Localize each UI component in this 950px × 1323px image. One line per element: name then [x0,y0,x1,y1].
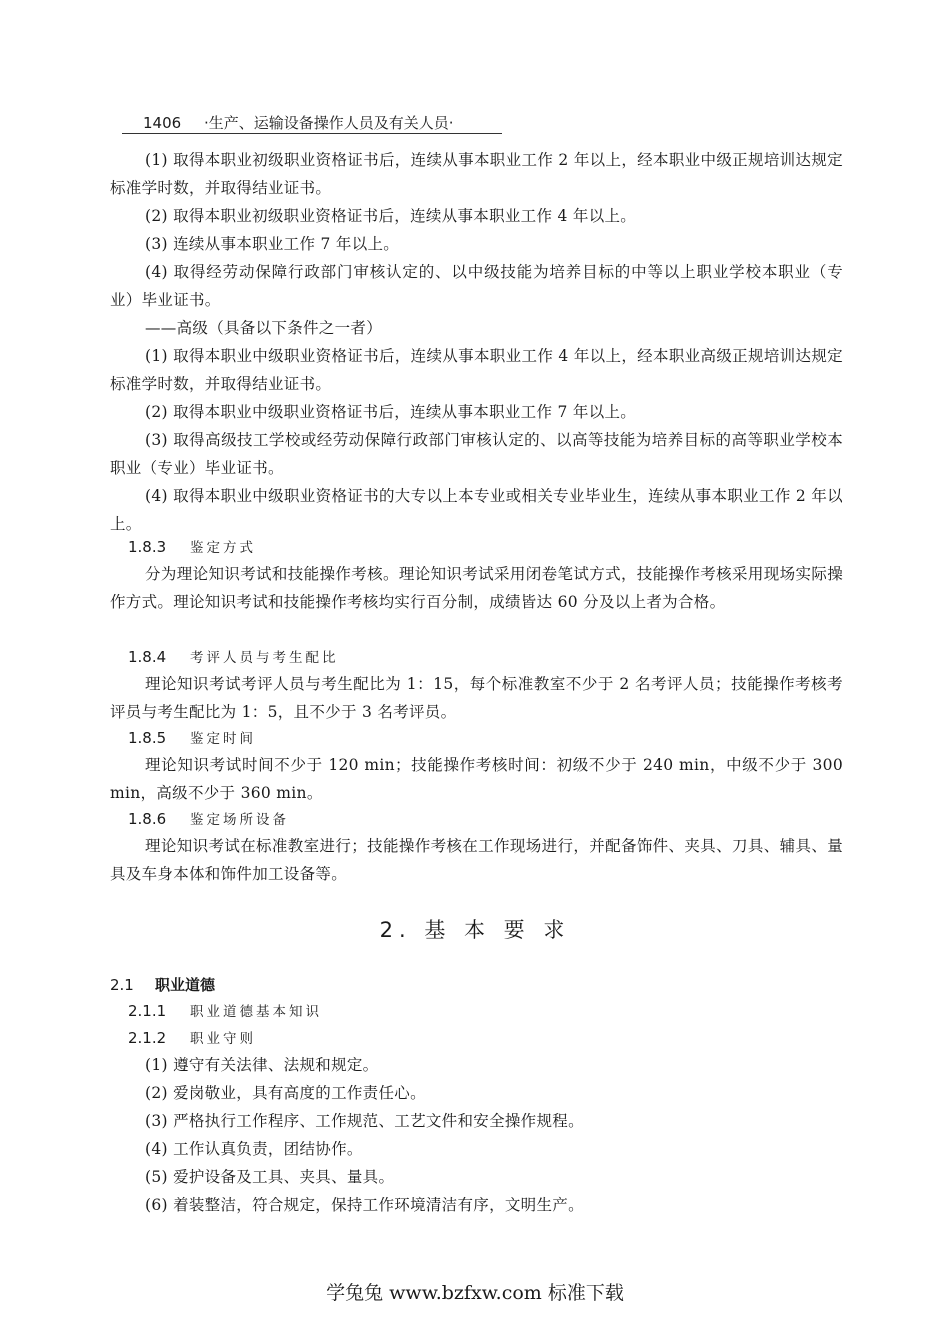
intermediate-condition-4: (4) 取得经劳动保障行政部门审核认定的、以中级技能为培养目标的中等以上职业学校本职业（专业）毕业证书。 [110,263,843,309]
advanced-condition-4: (4) 取得本职业中级职业资格证书的大专以上本专业或相关专业毕业生，连续从事本职业工作 2 年以上。 [110,487,843,533]
sub-item-number: 2.1.1 [128,1002,167,1020]
rule-item: (4) 工作认真负责，团结协作。 [145,1140,363,1158]
section-heading [128,536,256,556]
section-heading [128,727,256,747]
intermediate-condition-2: (2) 取得本职业初级职业资格证书后，连续从事本职业工作 4 年以上。 [145,207,637,225]
running-header [143,112,454,133]
sub-item-number: 2.1.2 [128,1029,167,1047]
sub-item-heading [128,1027,256,1047]
section-heading [128,808,289,828]
section-number: 1.8.3 [128,538,167,556]
intermediate-condition-3: (3) 连续从事本职业工作 7 年以上。 [145,235,400,253]
section-body: 分为理论知识考试和技能操作考核。理论知识考试采用闭卷笔试方式，技能操作考核采用现场实际操作方式。理论知识考试和技能操作考核均实行百分制，成绩皆达 60 分及以上者为合格。 [110,565,843,611]
running-title: ·生产、运输设备操作人员及有关人员· [203,114,454,132]
header-rule [122,133,502,134]
chapter-title: 2. 基 本 要 求 [379,918,571,942]
advanced-heading: ——高级（具备以下条件之一者） [145,319,383,337]
section-heading [128,646,339,666]
section-title: 考评人员与考生配比 [190,650,339,666]
section-body: 理论知识考试在标准教室进行；技能操作考核在工作现场进行，并配备饰件、夹具、刀具、辅具、量具及车身本体和饰件加工设备等。 [110,837,843,883]
section-title: 鉴定方式 [190,540,256,556]
section-body: 理论知识考试时间不少于 120 min；技能操作考核时间：初级不少于 240 min，中级不少于 300 min，高级不少于 360 min。 [110,756,843,802]
section-number: 1.8.4 [128,648,167,666]
subsection-number: 2.1 [110,976,134,994]
advanced-condition-2: (2) 取得本职业中级职业资格证书后，连续从事本职业工作 7 年以上。 [145,403,637,421]
intermediate-condition-1: (1) 取得本职业初级职业资格证书后，连续从事本职业工作 2 年以上，经本职业中级正规培训达规定标准学时数，并取得结业证书。 [110,151,843,197]
sub-item-title: 职业道德基本知识 [190,1004,322,1020]
section-number: 1.8.5 [128,729,167,747]
sub-item-title: 职业守则 [190,1031,256,1047]
subsection-heading [110,974,215,995]
subsection-title: 职业道德 [155,976,216,994]
rule-item: (3) 严格执行工作程序、工作规范、工艺文件和安全操作规程。 [145,1112,584,1130]
section-number: 1.8.6 [128,810,167,828]
rule-item: (6) 着装整洁，符合规定，保持工作环境清洁有序，文明生产。 [145,1196,584,1214]
section-body: 理论知识考试考评人员与考生配比为 1：15，每个标准教室不少于 2 名考评人员；技能操作考核考评员与考生配比为 1：5，且不少于 3 名考评员。 [110,675,843,721]
rule-item: (2) 爱岗敬业，具有高度的工作责任心。 [145,1084,426,1102]
page-number: 1406 [143,114,182,132]
footer-watermark: 学兔兔 www.bzfxw.com 标准下载 [326,1282,624,1304]
section-title: 鉴定场所设备 [190,812,289,828]
rule-item: (1) 遵守有关法律、法规和规定。 [145,1056,379,1074]
advanced-condition-3: (3) 取得高级技工学校或经劳动保障行政部门审核认定的、以高等技能为培养目标的高等职业学校本职业（专业）毕业证书。 [110,431,843,477]
rule-item: (5) 爱护设备及工具、夹具、量具。 [145,1168,395,1186]
advanced-condition-1: (1) 取得本职业中级职业资格证书后，连续从事本职业工作 4 年以上，经本职业高级正规培训达规定标准学时数，并取得结业证书。 [110,347,843,393]
section-title: 鉴定时间 [190,731,256,747]
sub-item-heading [128,1000,322,1020]
